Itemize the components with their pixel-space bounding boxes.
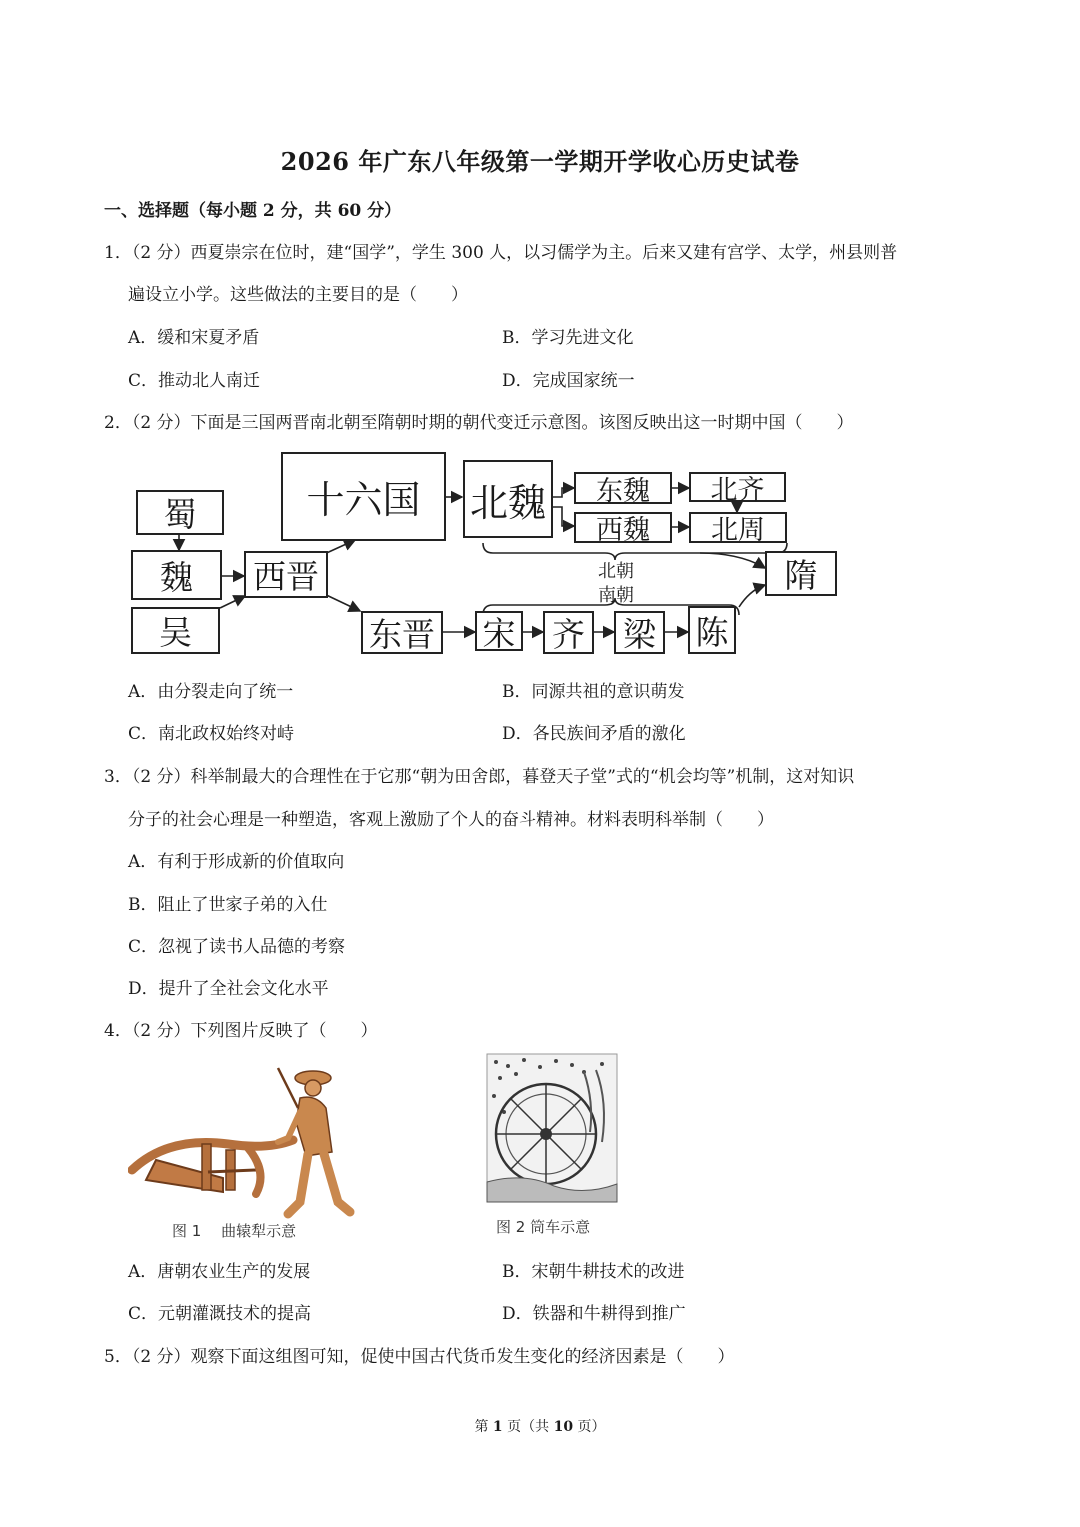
question-5-line-1: 5．（2 分）观察下面这组图可知，促使中国古代货币发生变化的经济因素是（ ） <box>104 1347 735 1367</box>
footer-prefix: 第 <box>474 1419 493 1435</box>
box-shiliuguo: 十六国 <box>281 452 446 541</box>
box-liang: 梁 <box>614 611 665 654</box>
question-3-line-2: 分子的社会心理是一种塑造，客观上激励了个人的奋斗精神。材料表明科举制（ ） <box>128 810 774 830</box>
box-dongjin: 东晋 <box>361 611 443 654</box>
footer-page-number: 1 <box>492 1419 503 1435</box>
question-3-option-a: A．有利于形成新的价值取向 <box>128 852 345 872</box>
box-beizhou: 北周 <box>689 512 787 543</box>
box-beiwei: 北魏 <box>463 460 553 538</box>
question-1-line-1: 1．（2 分）西夏崇宗在位时，建“国学”，学生 300 人，以习儒学为主。后来又建有宫学、太学，州县则普 <box>104 243 898 263</box>
question-3-option-b: B．阻止了世家子弟的入仕 <box>128 895 328 915</box>
box-shu: 蜀 <box>136 490 224 535</box>
box-wu: 吴 <box>131 607 220 654</box>
box-sui: 隋 <box>765 551 837 596</box>
question-4-option-d: D．铁器和牛耕得到推广 <box>502 1304 686 1324</box>
box-beiqi: 北齐 <box>689 472 786 502</box>
dynasty-diagram <box>0 0 1080 700</box>
footer-total-pages: 10 <box>553 1419 574 1435</box>
question-4-option-a: A．唐朝农业生产的发展 <box>128 1262 311 1282</box>
question-2-option-b: B．同源共祖的意识萌发 <box>502 682 685 702</box>
question-3-line-1: 3．（2 分）科举制最大的合理性在于它那“朝为田舍郎，暮登天子堂”式的“机会均等”机制，这对知识 <box>104 767 855 787</box>
box-xijin: 西晋 <box>244 551 328 598</box>
question-4-option-c: C．元朝灌溉技术的提高 <box>128 1304 312 1324</box>
question-4-line-1: 4．（2 分）下列图片反映了（ ） <box>104 1021 378 1041</box>
box-chen: 陈 <box>688 606 736 654</box>
page-footer <box>0 1416 1080 1436</box>
question-2-option-c: C．南北政权始终对峙 <box>128 724 295 744</box>
label-beichao: 北朝 <box>598 561 634 582</box>
exam-title: 2026 年广东八年级第一学期开学收心历史试卷 <box>280 147 800 176</box>
question-3-option-c: C．忽视了读书人品德的考察 <box>128 937 346 957</box>
question-1-option-a: A．缓和宋夏矛盾 <box>128 328 260 348</box>
box-xiwei: 西魏 <box>574 512 672 543</box>
section-heading: 一、选择题（每小题 2 分，共 60 分） <box>104 201 402 221</box>
question-1-option-b: B．学习先进文化 <box>502 328 634 348</box>
figure-1-plow <box>128 1052 368 1242</box>
question-2-option-a: A．由分裂走向了统一 <box>128 682 294 702</box>
box-song: 宋 <box>475 611 523 651</box>
question-1-line-2: 遍设立小学。这些做法的主要目的是（ ） <box>128 285 468 305</box>
plow-illustration-icon <box>128 1052 368 1242</box>
box-qi: 齐 <box>543 611 594 654</box>
waterwheel-illustration-icon <box>484 1052 634 1212</box>
footer-middle: 页（共 <box>502 1419 554 1435</box>
footer-suffix: 页） <box>573 1419 606 1435</box>
question-1-option-c: C．推动北人南迁 <box>128 371 261 391</box>
box-wei: 魏 <box>131 550 222 600</box>
box-dongwei: 东魏 <box>574 472 672 504</box>
question-1-option-d: D．完成国家统一 <box>502 371 635 391</box>
figure-1-caption: 图 1 曲辕犁示意 <box>172 1222 297 1240</box>
figure-2-waterwheel <box>484 1052 634 1242</box>
question-2-line-1: 2．（2 分）下面是三国两晋南北朝至隋朝时期的朝代变迁示意图。该图反映出这一时期中国（ ） <box>104 413 854 433</box>
question-2-option-d: D．各民族间矛盾的激化 <box>502 724 686 744</box>
question-3-option-d: D．提升了全社会文化水平 <box>128 979 329 999</box>
label-nanchao: 南朝 <box>598 585 634 606</box>
question-4-option-b: B．宋朝牛耕技术的改进 <box>502 1262 685 1282</box>
figure-2-caption: 图 2 筒车示意 <box>496 1218 591 1236</box>
